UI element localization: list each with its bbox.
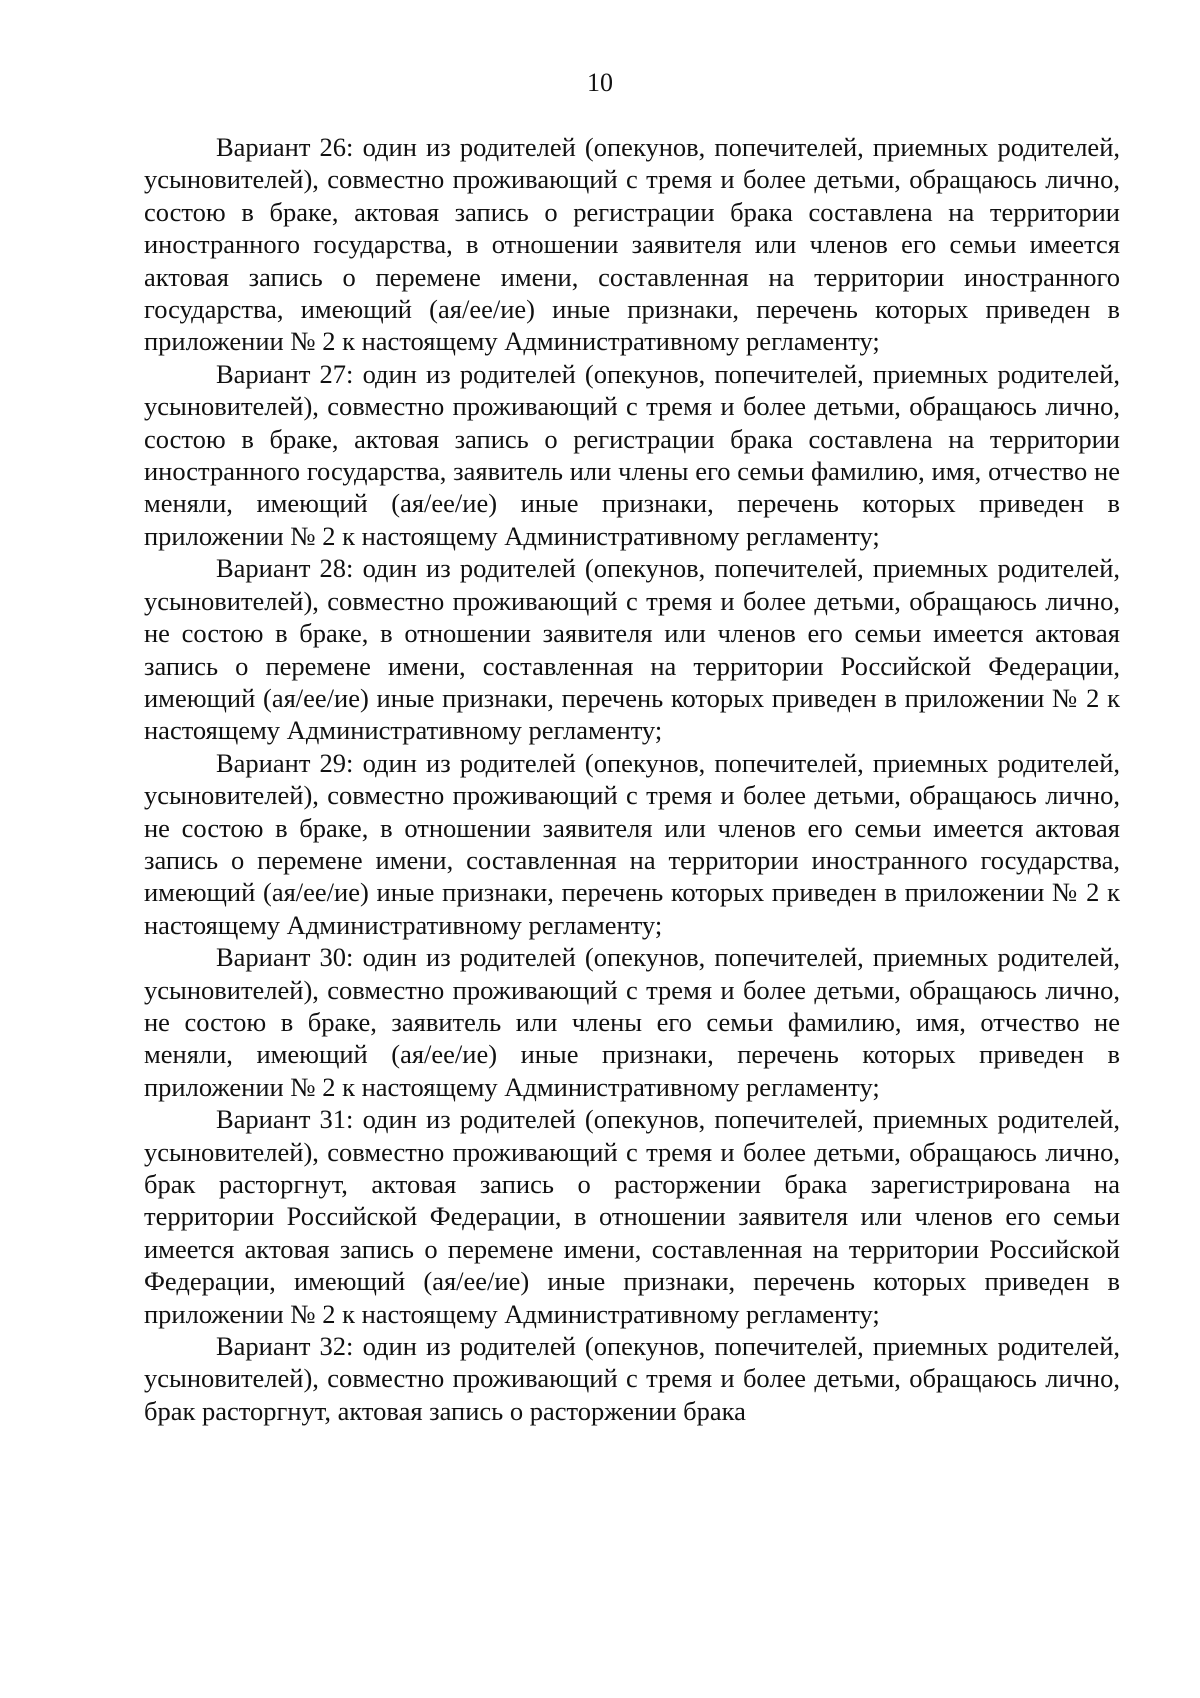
paragraph-variant-30: Вариант 30: один из родителей (опекунов, попечителей, приемных родителей, усыновителей), совместно проживающий с тремя и более детьми, обращаюсь лично, не состою в браке, заявитель или члены его семьи фамилию, имя, отчество не меняли, имеющий (ая/ее/ие) иные признаки, перечень которых приведен в приложении № 2 к настоящему Административному регламенту; <box>144 942 1120 1102</box>
paragraph-variant-27: Вариант 27: один из родителей (опекунов, попечителей, приемных родителей, усыновителей), совместно проживающий с тремя и более детьми, обращаюсь лично, состою в браке, актовая запись о регистрации брака составлена на территории иностранного государства, заявитель или члены его семьи фамилию, имя, отчество не меняли, имеющий (ая/ее/ие) иные признаки, перечень которых приведен в приложении № 2 к настоящему Административному регламенту; <box>144 358 1120 551</box>
document-body <box>144 131 1120 1427</box>
paragraph-variant-26: Вариант 26: один из родителей (опекунов, попечителей, приемных родителей, усыновителей), совместно проживающий с тремя и более детьми, обращаюсь лично, состою в браке, актовая запись о регистрации брака составлена на территории иностранного государства, в отношении заявителя или членов его семьи имеется актовая запись о перемене имени, составленная на территории иностранного государства, имеющий (ая/ее/ие) иные признаки, перечень которых приведен в приложении № 2 к настоящему Административному регламенту; <box>144 132 1120 357</box>
page-number: 10 <box>587 68 613 97</box>
paragraph-variant-29: Вариант 29: один из родителей (опекунов, попечителей, приемных родителей, усыновителей), совместно проживающий с тремя и более детьми, обращаюсь лично, не состою в браке, в отношении заявителя или членов его семьи имеется актовая запись о перемене имени, составленная на территории иностранного государства, имеющий (ая/ее/ие) иные признаки, перечень которых приведен в приложении № 2 к настоящему Административному регламенту; <box>144 747 1120 940</box>
paragraph-variant-28: Вариант 28: один из родителей (опекунов, попечителей, приемных родителей, усыновителей), совместно проживающий с тремя и более детьми, обращаюсь лично, не состою в браке, в отношении заявителя или членов его семьи имеется актовая запись о перемене имени, составленная на территории Российской Федерации, имеющий (ая/ее/ие) иные признаки, перечень которых приведен в приложении № 2 к настоящему Административному регламенту; <box>144 553 1120 746</box>
paragraph-variant-31: Вариант 31: один из родителей (опекунов, попечителей, приемных родителей, усыновителей), совместно проживающий с тремя и более детьми, обращаюсь лично, брак расторгнут, актовая запись о расторжении брака зарегистрирована на территории Российской Федерации, в отношении заявителя или членов его семьи имеется актовая запись о перемене имени, составленная на территории Российской Федерации, имеющий (ая/ее/ие) иные признаки, перечень которых приведен в приложении № 2 к настоящему Административному регламенту; <box>144 1104 1120 1329</box>
paragraph-variant-32: Вариант 32: один из родителей (опекунов, попечителей, приемных родителей, усыновителей), совместно проживающий с тремя и более детьми, обращаюсь лично, брак расторгнут, актовая запись о расторжении брака <box>144 1331 1120 1426</box>
